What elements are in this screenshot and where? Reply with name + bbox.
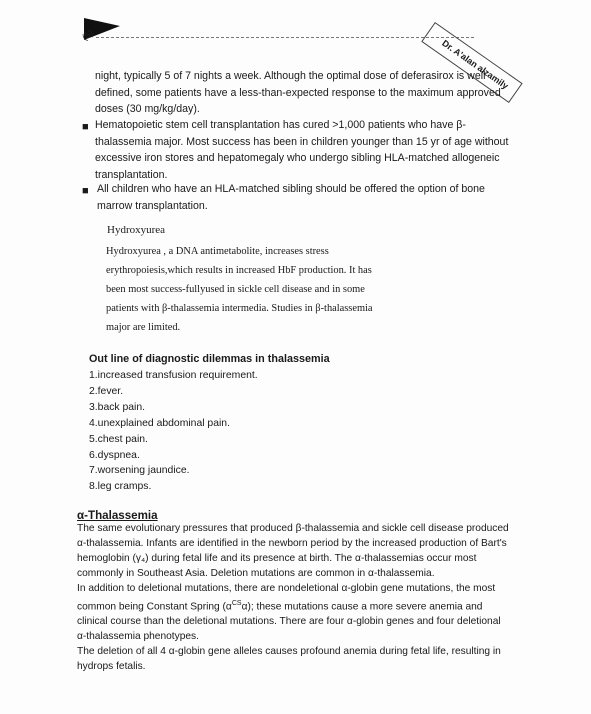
alpha-thalassemia-title: α-Thalassemia [77, 509, 158, 522]
author-stamp: Dr. A'alan alzamily [440, 38, 511, 92]
alpha-paragraph-3: The deletion of all 4 α-globin gene alleles causes profound anemia during fetal life, resulting in hydrops fetalis. [77, 645, 501, 672]
list-item: 1.increased transfusion requirement. [89, 370, 258, 381]
list-item: 5.chest pain. [89, 433, 148, 445]
alpha-thalassemia-body [77, 522, 512, 674]
page-number: (5) [80, 27, 95, 43]
alpha-paragraph-2 [77, 582, 512, 645]
alpha-paragraph-2-text-a: In addition to deletional mutations, there are nondeletional α-globin gene mutations, the most common being Constant Spring (α [77, 582, 496, 612]
list-item: 8.leg cramps. [89, 481, 152, 493]
alpha-paragraph-1: The same evolutionary pressures that produced β-thalassemia and sickle cell disease produced α-thalassemia. Infants are identified in the newborn period by the increased production of Bart's hemoglobin (γ₄) during fetal life and its presence at birth. The α-thalassemias occur most commonly in Southeast Asia. Deletion mutations are common in α-thalassemia. [77, 523, 509, 579]
dilemmas-list [89, 368, 258, 495]
bullet-marker: ■ [82, 185, 89, 197]
bullet-hla-sibling: All children who have an HLA-matched sibling should be offered the option of bone marrow transplantation. [97, 183, 485, 212]
continuation-paragraph: night, typically 5 of 7 nights a week. Although the optimal dose of deferasirox is well defined, some patients have a less-than-expected response to the maximum approved doses (30 mg/kg/day). [95, 70, 501, 115]
list-item: 6.dyspnea. [89, 449, 140, 461]
dilemmas-title: Out line of diagnostic dilemmas in thalassemia [89, 353, 330, 365]
bullet-hsct: Hematopoietic stem cell transplantation has cured >1,000 patients who have β-thalassemia major. Most success has been in children younger than 15 yr of age without excessive iron stores and hepatomegaly who undergo sibling HLA-matched allogeneic transplantation. [95, 119, 509, 181]
list-item: 3.back pain. [89, 401, 146, 413]
list-item: 7.worsening jaundice. [89, 465, 190, 477]
alpha-paragraph-2-text-b: α); these mutations cause a more severe anemia and clinical course than the deletional mutations. There are four α-globin genes and four deletional α-thalassemia phenotypes. [77, 600, 501, 642]
bullet-marker: ■ [82, 121, 89, 133]
list-item: 4.unexplained abdominal pain. [89, 417, 230, 429]
constant-spring-superscript: CS [231, 599, 242, 607]
list-item: 2.fever. [89, 385, 124, 397]
header-rule [96, 37, 474, 38]
hydroxyurea-body: Hydroxyurea , a DNA antimetabolite, increases stress erythropoiesis,which results in increased HbF production. It has been most success-fullyused in sickle cell disease and in some patients with β-thalassemia intermedia. Studies in β-thalassemia major are limited. [106, 246, 373, 333]
hydroxyurea-title: Hydroxyurea [107, 224, 166, 236]
